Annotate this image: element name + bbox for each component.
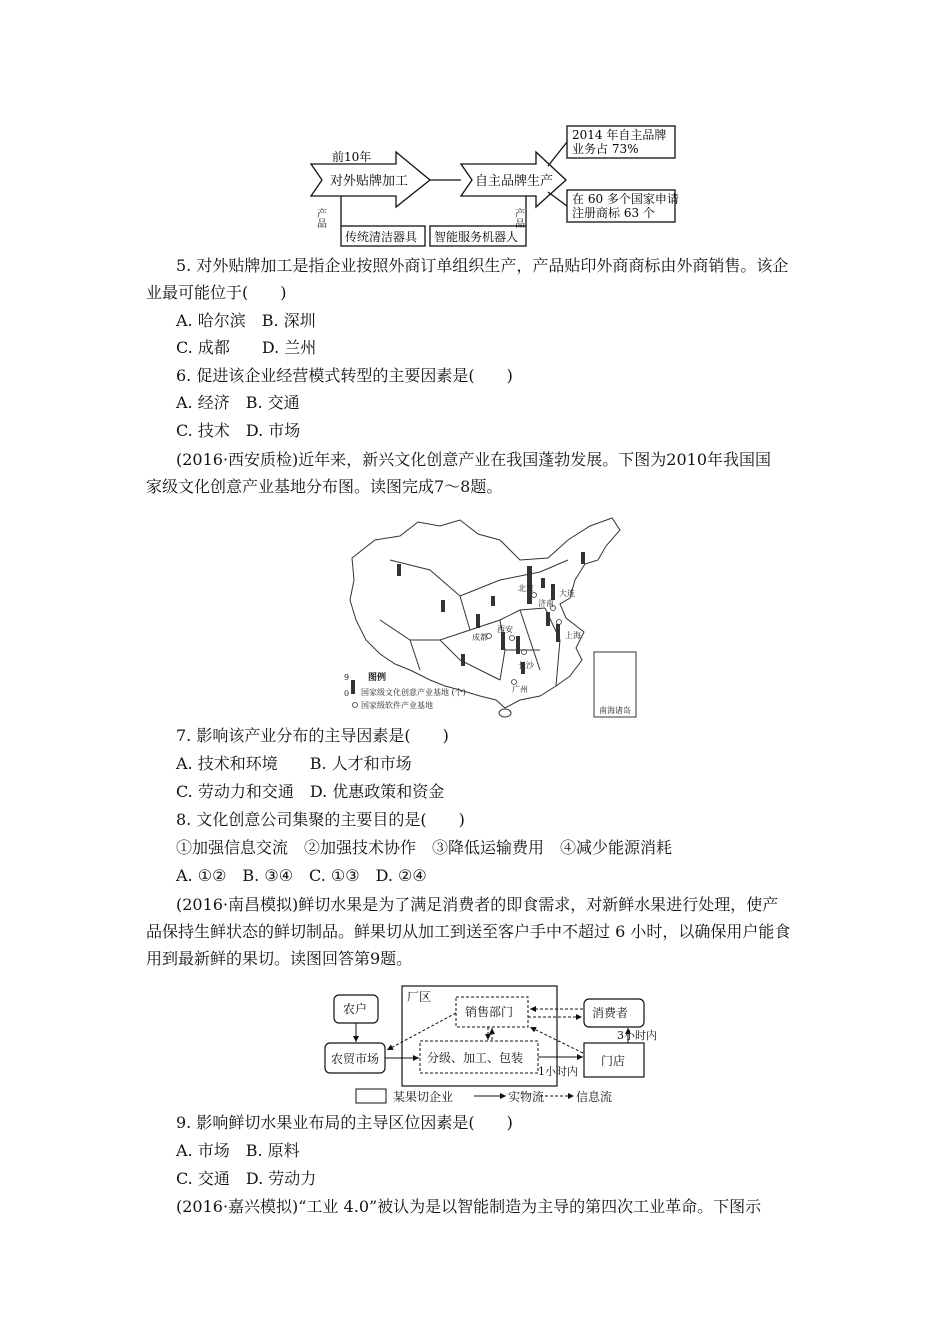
legend-item-culture-base: 国家级文化创意产业基地 (个)	[361, 688, 466, 697]
china-culture-base-map	[0, 500, 950, 730]
node-sales: 销售部门	[465, 1005, 514, 1019]
node-store: 门店	[601, 1054, 626, 1068]
node-consumer: 消费者	[592, 1006, 629, 1020]
result-top-line-2: 业务占 73%	[572, 142, 639, 156]
legend-scale-top: 9	[344, 673, 350, 682]
top-note: 前10年	[332, 150, 372, 164]
china-outline	[350, 518, 620, 708]
q6-options-ab: A. 经济 B. 交通	[176, 393, 300, 412]
q8-items: ①加强信息交流 ②加强技术协作 ③降低运输费用 ④减少能源消耗	[176, 838, 673, 857]
q8-options: A. ①② B. ③④ C. ①③ D. ②④	[176, 866, 427, 885]
city-dalian: 大连	[559, 589, 575, 598]
city-changsha: 长沙	[518, 661, 534, 670]
result-top-line-1: 2014 年自主品牌	[572, 128, 667, 142]
intro-9-line-3: 用到最新鲜的果切。读图回答第9题。	[146, 949, 413, 968]
label-1-hour: 1小时内	[538, 1065, 578, 1078]
result-bottom-line-2: 注册商标 63 个	[572, 206, 655, 220]
q7-stem: 7. 影响该产业分布的主导因素是( )	[176, 726, 449, 745]
left-arrow-label: 对外贴牌加工	[330, 174, 409, 189]
q6-stem: 6. 促进该企业经营模式转型的主要因素是( )	[176, 366, 513, 385]
legend-company: 某果切企业	[393, 1090, 454, 1104]
product-label-left: 产品	[314, 208, 326, 228]
result-bottom-line-1: 在 60 多个国家申请	[572, 192, 679, 206]
q5-options-cd: C. 成都 D. 兰州	[176, 338, 317, 357]
node-factory: 厂区	[407, 990, 432, 1004]
q5-stem-line-1: 5. 对外贴牌加工是指企业按照外商订单组织生产，产品贴印外商商标由外商销售。该企	[176, 256, 789, 275]
q9-options-ab: A. 市场 B. 原料	[176, 1141, 300, 1160]
q9-stem: 9. 影响鲜切水果业布局的主导区位因素是( )	[176, 1113, 513, 1132]
product-box-right: 智能服务机器人	[434, 230, 519, 244]
q6-options-cd: C. 技术 D. 市场	[176, 421, 301, 440]
node-market: 农贸市场	[331, 1052, 380, 1066]
node-farmer: 农户	[343, 1002, 368, 1016]
legend-goods-flow: 实物流	[508, 1090, 545, 1104]
q8-stem: 8. 文化创意公司集聚的主要目的是( )	[176, 810, 465, 829]
city-jinan: 济南	[538, 599, 554, 608]
q7-options-ab: A. 技术和环境 B. 人才和市场	[176, 754, 412, 773]
intro-7-8-line-2: 家级文化创意产业基地分布图。读图完成7～8题。	[146, 477, 503, 496]
node-processing: 分级、加工、包装	[427, 1051, 524, 1065]
product-box-left: 传统清洁器具	[345, 230, 418, 244]
q7-options-cd: C. 劳动力和交通 D. 优惠政策和资金	[176, 782, 445, 801]
q5-stem-line-2: 业最可能位于( )	[146, 283, 287, 302]
legend-scale-bottom: 0	[344, 689, 350, 698]
right-arrow-label: 自主品牌生产	[475, 174, 554, 189]
city-xian: 西安	[497, 625, 513, 634]
q9-options-cd: C. 交通 D. 劳动力	[176, 1169, 317, 1188]
label-3-hours: 3小时内	[617, 1029, 657, 1042]
intro-9-line-1: (2016·南昌模拟)鲜切水果是为了满足消费者的即食需求，对新鲜水果进行处理，使产	[176, 895, 779, 914]
q5-options-ab: A. 哈尔滨 B. 深圳	[176, 311, 316, 330]
intro-10-line-1: (2016·嘉兴模拟)“工业 4.0”被认为是以智能制造为主导的第四次工业革命。下图示	[176, 1197, 762, 1216]
legend-title: 图例	[368, 673, 387, 683]
fresh-fruit-flow-diagram	[0, 975, 950, 1115]
brand-transition-diagram	[0, 0, 950, 250]
inset-label: 南海诸岛	[599, 706, 631, 715]
city-chengdu: 成都	[472, 633, 488, 642]
city-guangzhou: 广州	[512, 685, 528, 694]
intro-7-8-line-1: (2016·西安质检)近年来，新兴文化创意产业在我国蓬勃发展。下图为2010年我国国	[176, 450, 772, 469]
city-beijing: 北京	[518, 584, 534, 593]
legend-info-flow: 信息流	[576, 1090, 613, 1104]
city-shanghai: 上海	[565, 631, 581, 640]
product-label-right: 产品	[512, 208, 524, 228]
intro-9-line-2: 品保持生鲜状态的鲜切制品。鲜果切从加工到送至客户手中不超过 6 小时，以确保用户能食	[146, 922, 791, 941]
legend-item-software-base: 国家级软件产业基地	[361, 701, 433, 710]
